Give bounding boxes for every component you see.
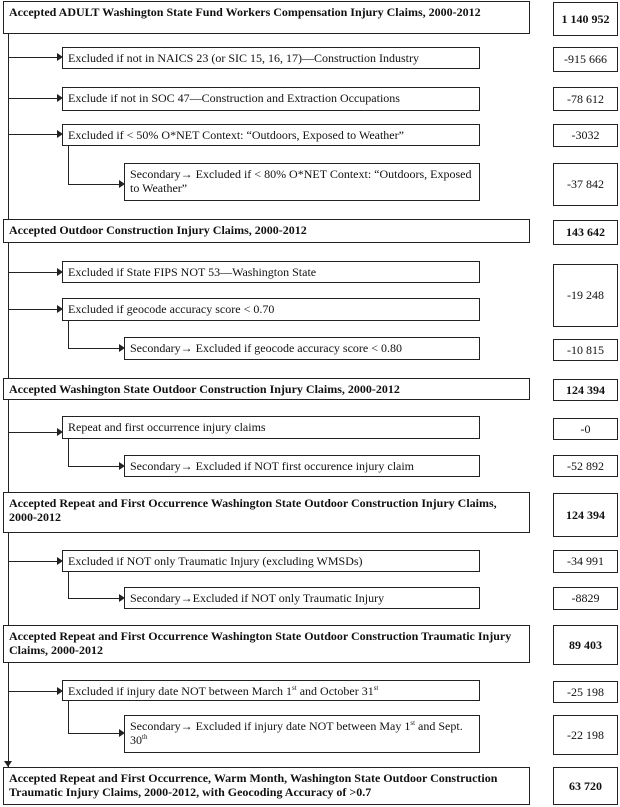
- connector: [8, 57, 57, 58]
- connector: [8, 134, 57, 135]
- exclusion-label: Repeat and first occurrence injury claims: [68, 420, 266, 434]
- step1-exclusion-2-count: -78 612: [553, 87, 618, 111]
- exclusion-label: Excluded if < 50% O*NET Context: “Outdoors, Exposed to Weather”: [68, 128, 404, 142]
- branch-line: [68, 146, 69, 184]
- connector: [68, 466, 119, 467]
- exclusion-label: Excluded if geocode accuracy score < 0.70: [68, 302, 275, 316]
- exclusion-label: Secondary→ Excluded if < 80% O*NET Context: “Outdoors, Exposed to Weather”: [130, 167, 472, 195]
- connector: [68, 184, 119, 185]
- connector: [8, 309, 57, 310]
- exclusion-label: Exclude if not in SOC 47—Construction and Extraction Occupations: [68, 91, 400, 105]
- step4-exclusion-1: [62, 550, 480, 572]
- step1-exclusion-3-count: -3032: [553, 124, 618, 147]
- step5-title: Accepted Repeat and First Occurrence Washington State Outdoor Construction Traumatic Injury Claims, 2000-2012: [9, 629, 512, 657]
- step2-count: 143 642: [553, 220, 618, 245]
- step1-title: Accepted ADULT Washington State Fund Workers Compensation Injury Claims, 2000-2012: [9, 5, 481, 19]
- step2-title: Accepted Outdoor Construction Injury Claims, 2000-2012: [9, 223, 307, 237]
- step5-exclusion-1-count: -25 198: [553, 681, 618, 703]
- connector: [8, 432, 57, 433]
- step3-exclusion-2-count: -52 892: [553, 455, 618, 477]
- connector: [68, 598, 119, 599]
- step4-exclusion-1-count: -34 991: [553, 550, 618, 573]
- step3-count: 124 394: [553, 379, 618, 401]
- step5-exclusion-2-count: -22 198: [553, 715, 618, 755]
- step3-exclusion-2: [124, 455, 480, 477]
- step4-title: Accepted Repeat and First Occurrence Washington State Outdoor Construction Injury Claims, 2000-2012: [9, 496, 497, 524]
- connector: [68, 348, 119, 349]
- step4-count: 124 394: [553, 493, 618, 537]
- step1-exclusion-1-count: -915 666: [553, 47, 618, 72]
- step3-exclusion-1: [62, 416, 480, 439]
- connector: [8, 561, 57, 562]
- step5-count: 89 403: [553, 625, 618, 665]
- step5-box: [3, 625, 530, 663]
- step1-exclusion-2: [62, 87, 480, 111]
- step3-exclusion-1-count: -0: [553, 418, 618, 440]
- step1-exclusion-3: [62, 124, 480, 146]
- step2-box: [3, 219, 530, 243]
- exclusion-label-start: Secondary→ Excluded if injury date NOT between May 1: [130, 719, 411, 733]
- connector: [8, 272, 57, 273]
- step3-box: [3, 378, 530, 400]
- exclusion-label: Excluded if NOT only Traumatic Injury (excluding WMSDs): [68, 554, 363, 568]
- branch-line: [68, 572, 69, 598]
- step2-exclusion-3: [124, 337, 480, 360]
- step4-box: [3, 492, 530, 533]
- branch-line: [68, 701, 69, 733]
- step2-exclusion-1: [62, 261, 480, 283]
- step1-exclusion-1: [62, 47, 480, 69]
- superscript: st: [410, 719, 416, 727]
- step6-title: Accepted Repeat and First Occurrence, Warm Month, Washington State Outdoor Construction Traumatic Injury Claims, 2000-2012, with Geocoding Accuracy of >0.7: [9, 771, 498, 799]
- step2-exclusion-2: [62, 298, 480, 321]
- step1-exclusion-4-count: -37 842: [553, 163, 618, 206]
- exclusion-label: Excluded if State FIPS NOT 53—Washington State: [68, 265, 317, 279]
- step1-count: 1 140 952: [553, 2, 618, 36]
- exclusion-label: Secondary→ Excluded if geocode accuracy score < 0.80: [130, 341, 402, 355]
- step2-exclusion-3-count: -10 815: [553, 339, 618, 361]
- superscript: th: [142, 733, 148, 741]
- exclusion-label-start: Excluded if injury date NOT between March 1: [68, 684, 293, 698]
- branch-line: [68, 439, 69, 466]
- exclusion-label: Excluded if not in NAICS 23 (or SIC 15, 16, 17)—Construction Industry: [68, 51, 419, 65]
- step5-exclusion-1: [62, 680, 480, 701]
- step1-exclusion-4: [124, 163, 480, 201]
- exclusion-label: Secondary→Excluded if NOT only Traumatic Injury: [130, 591, 385, 605]
- step6-box: [3, 767, 530, 805]
- step1-box: [3, 1, 530, 34]
- step6-count: 63 720: [553, 767, 618, 805]
- branch-line: [68, 321, 69, 348]
- step4-exclusion-2-count: -8829: [553, 587, 618, 610]
- connector: [8, 691, 57, 692]
- connector: [68, 733, 119, 734]
- exclusion-label: Secondary→ Excluded if NOT first occurence injury claim: [130, 459, 415, 473]
- step2-combined-count: -19 248: [553, 264, 618, 327]
- exclusion-label-mid: and October 31: [296, 684, 374, 698]
- step3-title: Accepted Washington State Outdoor Construction Injury Claims, 2000-2012: [9, 382, 400, 396]
- superscript: st: [373, 684, 379, 692]
- exclusion-label-mid: and Sept. 30: [130, 719, 463, 747]
- step5-exclusion-2: [124, 715, 480, 753]
- superscript: st: [292, 684, 297, 692]
- step4-exclusion-2: [124, 587, 480, 609]
- connector: [8, 98, 57, 99]
